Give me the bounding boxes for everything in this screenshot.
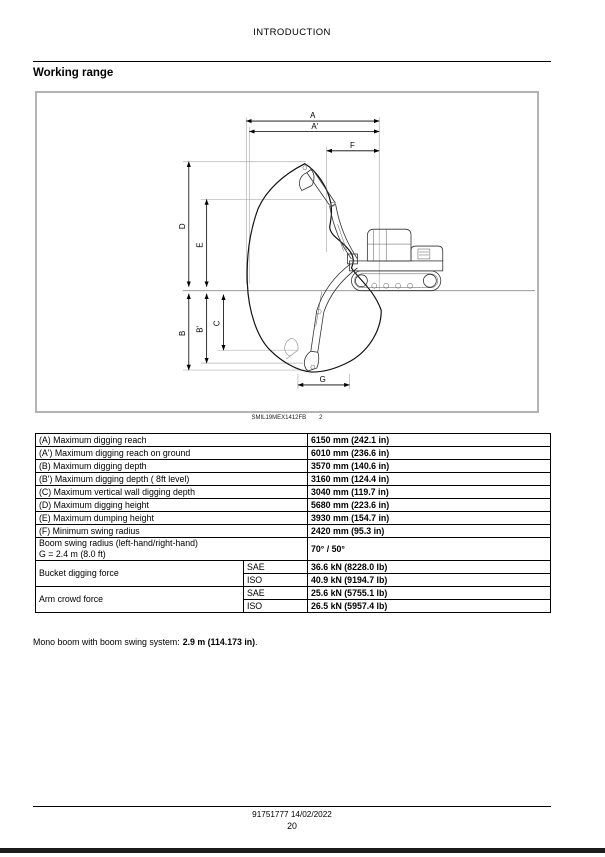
- dim-label-d: D: [177, 223, 187, 230]
- spec-value: 3040 mm (119.7 in): [308, 486, 551, 499]
- dim-label-f: F: [350, 140, 355, 150]
- spec-label: Arm crowd force: [36, 587, 244, 613]
- working-range-diagram: [35, 91, 539, 413]
- table-row-force: [36, 561, 551, 574]
- spec-value: 3930 mm (154.7 in): [308, 512, 551, 525]
- dim-label-c: C: [212, 320, 222, 327]
- table-row: [36, 473, 551, 486]
- spec-label: (F) Minimum swing radius: [36, 525, 308, 538]
- dim-label-a-prime: A': [311, 121, 319, 131]
- spec-value: 36.6 kN (8228.0 lb): [308, 561, 551, 574]
- footer-rule: [33, 806, 551, 807]
- dim-label-e: E: [195, 242, 205, 248]
- spec-label: (A') Maximum digging reach on ground: [36, 447, 308, 460]
- figure-caption: [35, 415, 539, 421]
- page-header: INTRODUCTION: [253, 27, 331, 38]
- figure-code: SMIL19MEX1412FB: [251, 415, 307, 421]
- page-number: 20: [287, 821, 297, 831]
- spec-label: (C) Maximum vertical wall digging depth: [36, 486, 308, 499]
- table-row-swing: [36, 538, 551, 561]
- figure-number: 2: [319, 415, 323, 421]
- spec-label: (B') Maximum digging depth ( 8ft level): [36, 473, 308, 486]
- spec-value: 26.5 kN (5957.4 lb): [308, 600, 551, 613]
- spec-label: (B) Maximum digging depth: [36, 460, 308, 473]
- spec-label: Bucket digging force: [36, 561, 244, 587]
- table-row-force: [36, 587, 551, 600]
- standard-label: SAE: [244, 561, 308, 574]
- dim-label-b-prime: B': [195, 325, 205, 333]
- spec-value: 70° / 50°: [308, 538, 551, 561]
- table-row: [36, 525, 551, 538]
- standard-label: ISO: [244, 600, 308, 613]
- spec-label: (E) Maximum dumping height: [36, 512, 308, 525]
- working-range-table: [35, 433, 551, 613]
- bottom-bar: [0, 848, 605, 853]
- spec-value: 6150 mm (242.1 in): [308, 434, 551, 447]
- standard-label: ISO: [244, 574, 308, 587]
- dim-label-a: A: [310, 111, 316, 121]
- dim-label-b: B: [177, 330, 187, 336]
- table-row: [36, 447, 551, 460]
- spec-label: (D) Maximum digging height: [36, 499, 308, 512]
- document-reference: 91751777 14/02/2022: [252, 810, 332, 819]
- table-row: [36, 434, 551, 447]
- spec-value: 6010 mm (236.6 in): [308, 447, 551, 460]
- working-envelope-curve: [247, 164, 381, 372]
- section-title: Working range: [33, 67, 114, 79]
- mono-boom-note: [33, 637, 258, 647]
- table-row: [36, 460, 551, 473]
- spec-value: 3570 mm (140.6 in): [308, 460, 551, 473]
- standard-label: SAE: [244, 587, 308, 600]
- dim-label-g: G: [319, 374, 326, 384]
- table-row: [36, 512, 551, 525]
- spec-label: (A) Maximum digging reach: [36, 434, 308, 447]
- spec-label: [36, 538, 308, 561]
- spec-value: 5680 mm (223.6 in): [308, 499, 551, 512]
- note-suffix: .: [255, 637, 258, 647]
- excavator-working-range-drawing: [37, 93, 537, 411]
- swing-label-line1: Boom swing radius (left-hand/right-hand): [39, 538, 198, 548]
- table-row: [36, 486, 551, 499]
- dimension-labels: [178, 111, 355, 384]
- note-value: 2.9 m (114.173 in): [182, 637, 256, 647]
- spec-value: 25.6 kN (5755.1 lb): [308, 587, 551, 600]
- extension-lines: [183, 117, 379, 389]
- note-prefix: Mono boom with boom swing system:: [33, 637, 180, 647]
- table-row: [36, 499, 551, 512]
- header-rule: [33, 61, 551, 62]
- excavator-drawing: [285, 166, 443, 371]
- spec-value: 3160 mm (124.4 in): [308, 473, 551, 486]
- swing-label-line2: G = 2.4 m (8.0 ft): [39, 549, 106, 559]
- spec-value: 40.9 kN (9194.7 lb): [308, 574, 551, 587]
- spec-value: 2420 mm (95.3 in): [308, 525, 551, 538]
